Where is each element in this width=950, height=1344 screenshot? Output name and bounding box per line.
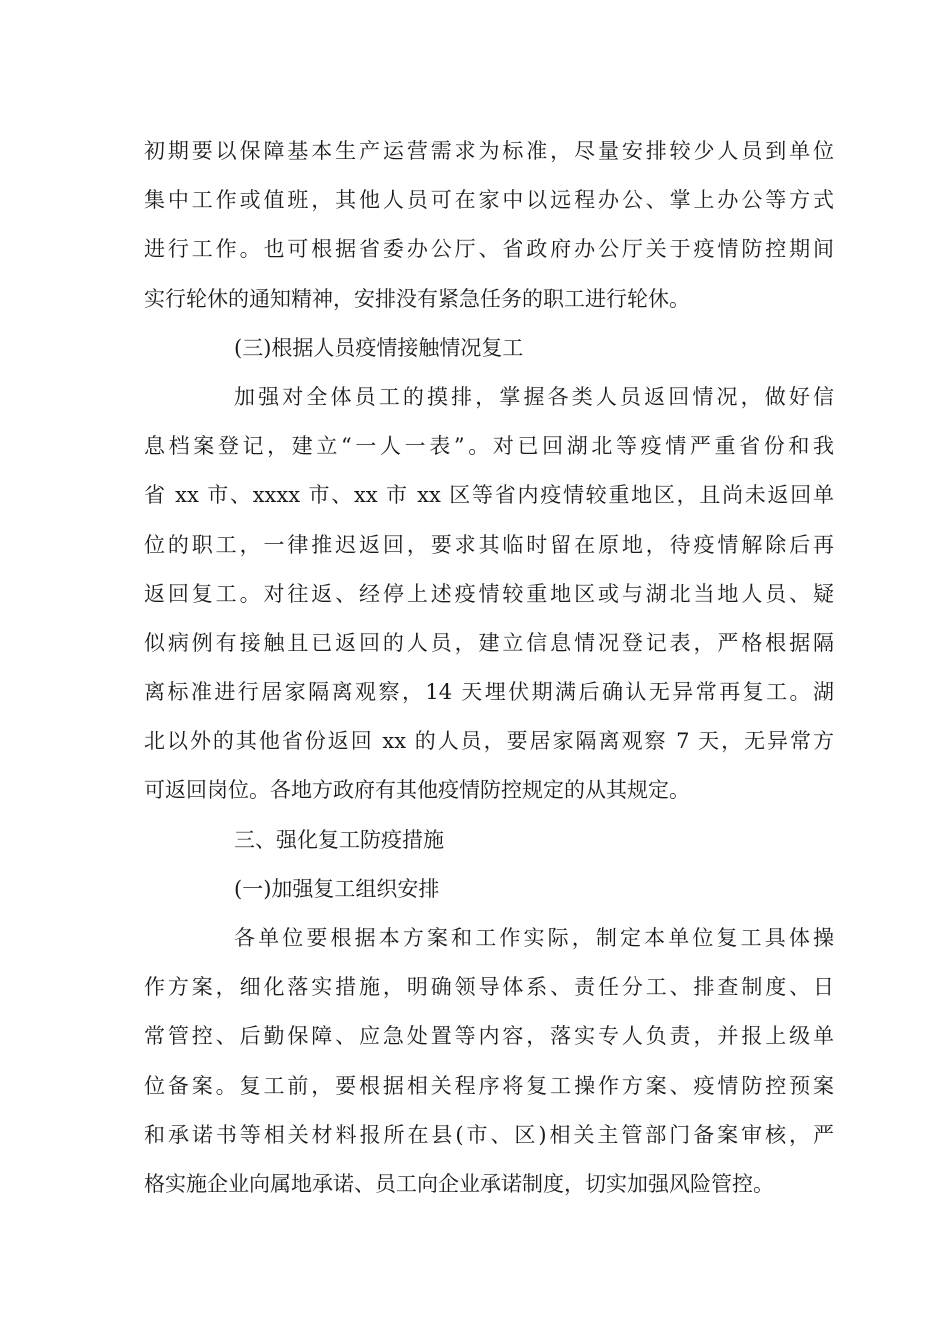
paragraph-line: 实行轮休的通知精神，安排没有紧急任务的职工进行轮休。 bbox=[144, 286, 690, 311]
subsection-heading: (一)加强复工组织安排 bbox=[234, 876, 440, 901]
paragraph-line: 作方案，细化落实措施，明确领导体系、责任分工、排查制度、日 bbox=[144, 975, 834, 1000]
paragraph-line: 初期要以保障基本生产运营需求为标准，尽量安排较少人员到单位 bbox=[144, 139, 834, 163]
paragraph-line: 和承诺书等相关材料报所在县(市、区)相关主管部门备案审核，严 bbox=[144, 1122, 834, 1147]
paragraph-line: 省 xx 市、xxxx 市、xx 市 xx 区等省内疫情较重地区，且尚未返回单 bbox=[144, 483, 834, 508]
paragraph-line: 位备案。复工前，要根据相关程序将复工操作方案、疫情防控预案 bbox=[144, 1073, 834, 1098]
paragraph-line: 集中工作或值班，其他人员可在家中以远程办公、掌上办公等方式 bbox=[144, 188, 834, 213]
document-body bbox=[144, 127, 834, 1209]
paragraph-line: 返回复工。对往返、经停上述疫情较重地区或与湖北当地人员、疑 bbox=[144, 581, 834, 606]
paragraph-line: 息档案登记，建立“一人一表”。对已回湖北等疫情严重省份和我 bbox=[144, 434, 834, 459]
paragraph-line: 北以外的其他省份返回 xx 的人员，要居家隔离观察 7 天，无异常方 bbox=[144, 729, 834, 754]
paragraph-line: 离标准进行居家隔离观察，14 天埋伏期满后确认无异常再复工。湖 bbox=[144, 680, 834, 705]
section-heading: (三)根据人员疫情接触情况复工 bbox=[234, 335, 524, 360]
paragraph-line: 各单位要根据本方案和工作实际，制定本单位复工具体操 bbox=[234, 926, 834, 950]
paragraph-line: 似病例有接触且已返回的人员，建立信息情况登记表，严格根据隔 bbox=[144, 630, 834, 655]
paragraph-line: 进行工作。也可根据省委办公厅、省政府办公厅关于疫情防控期间 bbox=[144, 237, 834, 262]
section-heading: 三、强化复工防疫措施 bbox=[234, 827, 444, 852]
paragraph-line: 常管控、后勤保障、应急处置等内容，落实专人负责，并报上级单 bbox=[144, 1024, 834, 1049]
paragraph-line: 位的职工，一律推迟返回，要求其临时留在原地，待疫情解除后再 bbox=[144, 532, 834, 557]
paragraph-line: 格实施企业向属地承诺、员工向企业承诺制度，切实加强风险管控。 bbox=[144, 1171, 774, 1196]
paragraph-line: 加强对全体员工的摸排，掌握各类人员返回情况，做好信 bbox=[234, 384, 834, 409]
paragraph-line: 可返回岗位。各地方政府有其他疫情防控规定的从其规定。 bbox=[144, 778, 690, 803]
